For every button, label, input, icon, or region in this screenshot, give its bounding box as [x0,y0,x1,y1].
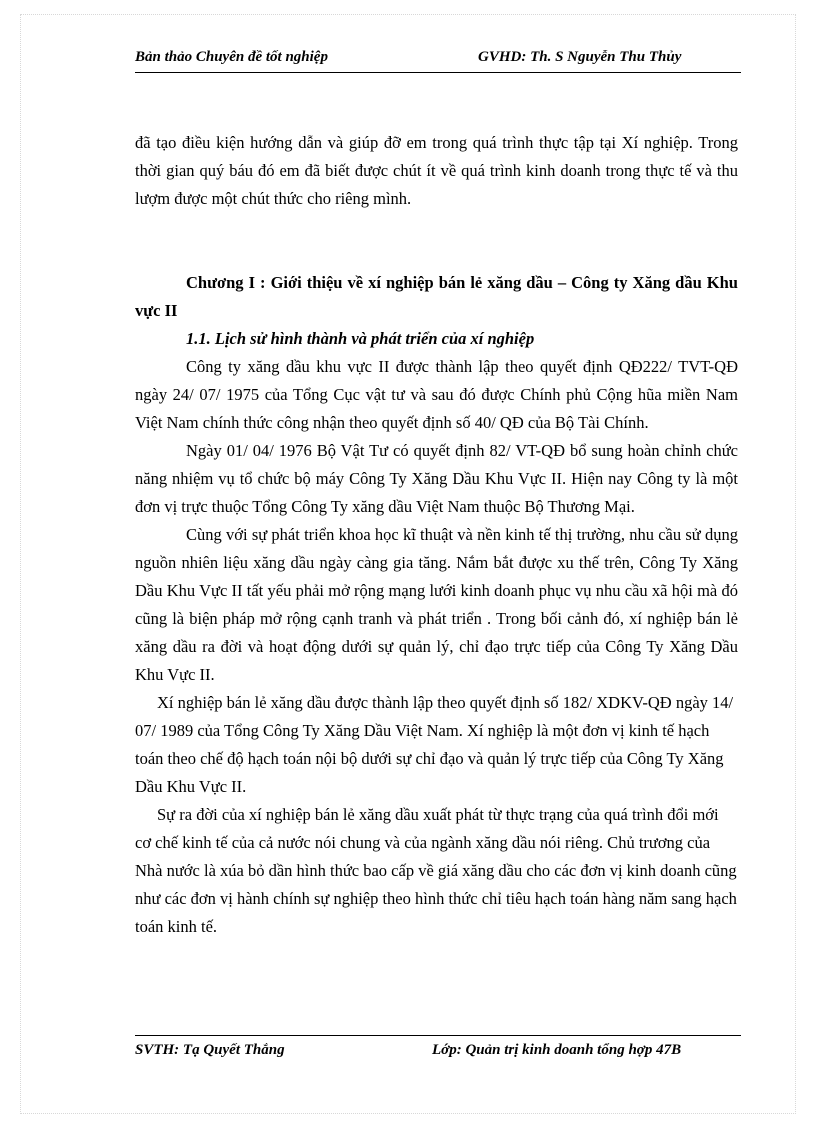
section-title: 1.1. Lịch sử hình thành và phát triển của xí nghiệp [186,329,535,348]
paragraph-1: Công ty xăng dầu khu vực II được thành lập theo quyết định QĐ222/ TVT-QĐ ngày 24/ 07/ 1975 của Tổng Cục vật tư và sau đó được Chính phủ Cộng hũa miền Nam Việt Nam chính thức công nhận theo quyết định số 40/ QĐ của Bộ Tài Chính. [135,357,738,432]
header-supervisor: GVHD: Th. S Nguyễn Thu Thủy [478,49,682,65]
paragraph-2: Ngày 01/ 04/ 1976 Bộ Vật Tư có quyết định 82/ VT-QĐ bổ sung hoàn chỉnh chức năng nhiệm vụ tổ chức bộ máy Công Ty Xăng Dầu Khu Vực II. Hiện nay Công ty là một đơn vị trực thuộc Tổng Công Ty xăng dầu Việt Nam thuộc Bộ Thương Mại. [135,441,738,516]
header-document-title: Bản thảo Chuyên đề tốt nghiệp [135,49,328,65]
paragraph-3: Cùng với sự phát triển khoa học kĩ thuật và nền kinh tế thị trường, nhu cầu sử dụng nguồn nhiên liệu xăng dầu ngày càng gia tăng. Nắm bắt được xu thế trên, Công Ty Xăng Dầu Khu Vực II tất yếu phải mở rộng mạng lưới kinh doanh phục vụ nhu cầu xã hội mà đó cũng là biện pháp mở rộng cạnh tranh và phát triển . Trong bối cảnh đó, xí nghiệp bán lẻ xăng dầu ra đời và hoạt động dưới sự quản lý, chỉ đạo trực tiếp của Công Ty Xăng Dầu Khu Vực II. [135,525,738,684]
chapter-title: Chương I : Giới thiệu về xí nghiệp bán lẻ xăng dầu – Công ty Xăng dầu Khu vực II [135,273,738,320]
intro-paragraph: đã tạo điều kiện hướng dẫn và giúp đỡ em trong quá trình thực tập tại Xí nghiệp. Trong thời gian quý báu đó em đã biết được chút ít về quá trình kinh doanh trong thực tế và thu lượm được một chút thức cho riêng mình. [135,133,738,208]
chapter-block [135,269,738,941]
footer-student: SVTH: Tạ Quyết Thắng [135,1042,285,1058]
paragraph-4: Xí nghiệp bán lẻ xăng dầu được thành lập theo quyết định số 182/ XDKV-QĐ ngày 14/ 07/ 1989 của Tổng Công Ty Xăng Dầu Việt Nam. Xí nghiệp là một đơn vị kinh tế hạch toán theo chế độ hạch toán nội bộ dưới sự chỉ đạo và quản lý trực tiếp của Công Ty Xăng Dầu Khu Vực II. [135,693,734,796]
paragraph-5: Sự ra đời của xí nghiệp bán lẻ xăng dầu xuất phát từ thực trạng của quá trình đổi mới cơ chế kinh tế của cả nước nói chung và của ngành xăng dầu nói riêng. Chủ trương của Nhà nước là xúa bỏ dần hình thức bao cấp về giá xăng dầu cho các đơn vị kinh doanh cũng như các đơn vị hành chính sự nghiệp theo hình thức chỉ tiêu hạch toán hàng năm sang hạch toán kinh tế. [135,805,737,936]
intro-block [135,129,738,213]
footer-class: Lớp: Quản trị kinh doanh tổng hợp 47B [432,1042,682,1058]
page-header [135,46,741,73]
page-footer [135,1035,741,1064]
